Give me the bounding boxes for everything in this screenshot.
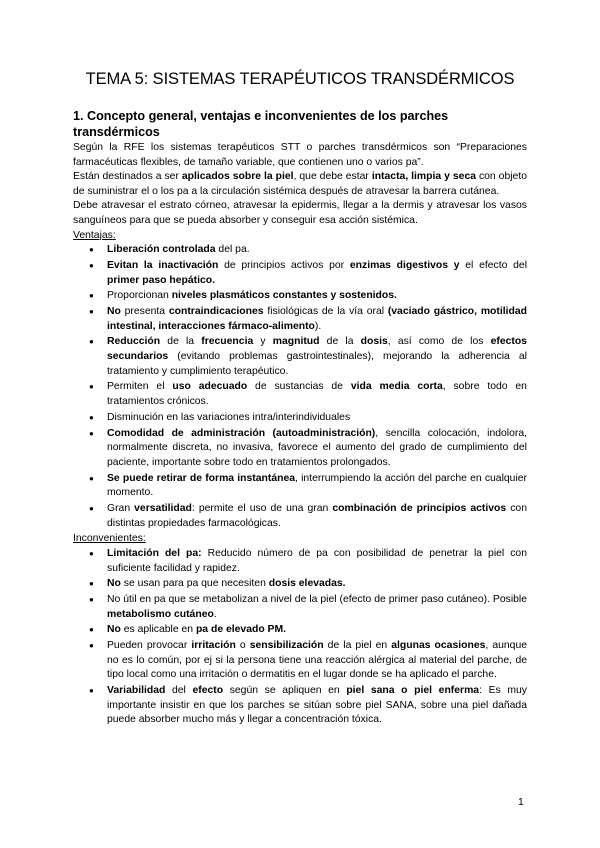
bold-text: efectos secundarios xyxy=(107,336,527,363)
text-run: Reducido número de pa con posibilidad de penetrar la piel con suficiente facilidad y rapidez. xyxy=(107,547,527,574)
text-run: : Es muy importante insistir en que los parches se sitúan sobre piel SANA, sobre una piel dañada puede absorber mucho más y llegar a concentración tóxica. xyxy=(107,685,527,726)
text-run: y xyxy=(253,336,273,348)
text-run: , sencilla colocación, indolora, normalmente discreta, no invasiva, favorece el aumento del grado de cumplimiento del paciente, importante sobre todo en tratamientos prolongados. xyxy=(107,427,527,468)
paragraph xyxy=(73,199,527,228)
text-run: , sobre todo en tratamientos crónicos. xyxy=(107,381,527,408)
section-heading: 1. Concepto general, ventajas e inconvenientes de los parches transdérmicos xyxy=(73,109,449,139)
text-run: es aplicable en xyxy=(120,624,196,636)
text-run: : permite el uso de una gran xyxy=(191,502,333,514)
text-run: (evitando problemas gastrointestinales), mejorando la adherencia al tratamiento y cumplimiento terapéutico. xyxy=(107,351,527,377)
bold-text: primer paso hepático. xyxy=(107,274,215,286)
inconvenientes-item xyxy=(73,547,527,576)
bold-text: versatilidad xyxy=(134,502,192,514)
text-run: No útil en pa que se metabolizan a nivel de la piel (efecto de primer paso cutáneo). Posible xyxy=(107,594,527,606)
bold-text: irritación xyxy=(191,640,236,652)
bold-text: frecuencia xyxy=(201,336,254,348)
text-run: con distintas propiedades farmacológicas. xyxy=(107,502,527,529)
bold-text: No xyxy=(107,624,121,636)
bold-text: Liberación controlada xyxy=(107,244,216,256)
bold-text: combinación de principios activos xyxy=(332,502,507,514)
bold-text: niveles plasmáticos constantes y sostenidos. xyxy=(171,290,397,302)
bold-text: (vaciado gástrico, motilidad intestinal, interacciones fármaco-alimento xyxy=(107,306,527,332)
text-run: del pa. xyxy=(215,244,250,256)
bold-text: metabolismo cutáneo xyxy=(107,608,214,620)
document-title: TEMA 5: SISTEMAS TERAPÉUTICOS TRANSDÉRMICOS xyxy=(85,70,515,88)
inconvenientes-label: Inconvenientes: xyxy=(73,533,146,545)
ventajas-item xyxy=(73,380,527,409)
page-number: 1 xyxy=(518,797,524,808)
inconvenientes-item xyxy=(73,593,527,622)
inconvenientes-item xyxy=(73,623,527,638)
inconvenientes-item xyxy=(73,639,527,683)
bold-text: No xyxy=(107,306,121,318)
bold-text: No xyxy=(107,578,121,590)
ventajas-item xyxy=(73,502,527,531)
ventajas-item xyxy=(73,305,527,334)
bold-text: Reducción xyxy=(107,336,161,348)
content-body xyxy=(73,108,527,729)
bold-text: enzimas digestivos y xyxy=(349,259,460,271)
text-run: de principios activos por xyxy=(218,259,350,271)
text-run: de la xyxy=(160,336,202,348)
bold-text: Se puede retirar de forma instantánea xyxy=(107,472,296,484)
bold-text: piel sana o piel enferma xyxy=(346,685,480,697)
text-run: Debe atravesar el estrato córneo, atravesar la epidermis, llegar a la dermis y atravesar los vasos sanguíneos para que se pueda absorber y conseguir esa acción sistémica. xyxy=(73,200,527,226)
ventajas-item xyxy=(73,335,527,379)
text-run: de sustancias de xyxy=(247,381,351,393)
ventajas-item xyxy=(73,243,527,258)
text-run: según se apliquen en xyxy=(223,685,347,697)
text-run: presenta xyxy=(120,306,169,318)
bold-text: uso adecuado xyxy=(172,381,248,393)
bold-text: intacta, limpia y seca xyxy=(371,171,476,183)
text-run: Gran xyxy=(107,502,135,514)
text-run: , que debe estar xyxy=(293,171,372,183)
ventajas-label: Ventajas: xyxy=(73,229,116,241)
text-run: con objeto de suministrar el o los pa a la circulación sistémica después de atravesar la barrera cutánea. xyxy=(73,171,527,197)
ventajas-item xyxy=(73,411,527,426)
bold-text: dosis xyxy=(360,336,388,348)
ventajas-list xyxy=(73,243,527,531)
paragraph xyxy=(73,170,527,199)
bold-text: Limitación del pa: xyxy=(107,547,202,559)
text-run: de la piel en xyxy=(323,640,392,652)
bold-text: Variabilidad xyxy=(107,685,166,697)
ventajas-item xyxy=(73,289,527,304)
ventajas-item xyxy=(73,472,527,501)
text-run: de la xyxy=(319,336,361,348)
paragraph xyxy=(73,141,527,170)
text-run: Permiten el xyxy=(107,381,173,393)
bold-text: sensibilización xyxy=(249,640,324,652)
text-run: . xyxy=(213,608,217,620)
bold-text: efecto xyxy=(192,685,224,697)
text-run: se usan para pa que necesiten xyxy=(120,578,269,590)
text-run: , así como de los xyxy=(387,336,491,348)
text-run: o xyxy=(235,640,250,652)
text-run: Según la RFE los sistemas terapéuticos STT o parches transdérmicos son “Preparaciones farmacéuticas flexibles, de tamaño variable, que contienen uno o varios pa”. xyxy=(73,142,527,168)
text-run: fisiológicas de la vía oral xyxy=(263,306,388,318)
bold-text: pa de elevado PM. xyxy=(195,624,287,636)
text-run: Están destinados a ser xyxy=(73,171,182,183)
text-run: ). xyxy=(314,320,322,332)
bold-text: contraindicaciones xyxy=(168,306,264,318)
text-run: Proporcionan xyxy=(107,290,172,302)
text-run: Pueden provocar xyxy=(107,640,192,652)
bold-text: Evitan la inactivación xyxy=(107,259,219,271)
bold-text: magnitud xyxy=(272,336,320,348)
inconvenientes-item xyxy=(73,684,527,728)
bold-text: algunas ocasiones xyxy=(391,640,486,652)
intro-paragraphs xyxy=(73,141,527,229)
ventajas-item xyxy=(73,427,527,471)
bold-text: aplicados sobre la piel xyxy=(181,171,294,183)
bold-text: dosis elevadas. xyxy=(268,578,346,590)
inconvenientes-list xyxy=(73,547,527,728)
bold-text: Comodidad de administración (autoadministración) xyxy=(107,427,376,439)
text-run: , aunque no es lo común, por ej si la persona tiene una reacción alérgica al material del parche, de tipo local como una irritación o dermatitis en el lugar donde se ha aplicado el parche. xyxy=(107,640,527,681)
text-run: Disminución en las variaciones intra/interindividuales xyxy=(107,411,351,423)
inconvenientes-item xyxy=(73,577,527,592)
text-run: el efecto del xyxy=(459,259,527,271)
bold-text: vida media corta xyxy=(350,381,443,393)
text-run: , interrumpiendo la acción del parche en cualquier momento. xyxy=(107,472,527,499)
text-run: del xyxy=(165,685,193,697)
ventajas-item xyxy=(73,259,527,288)
